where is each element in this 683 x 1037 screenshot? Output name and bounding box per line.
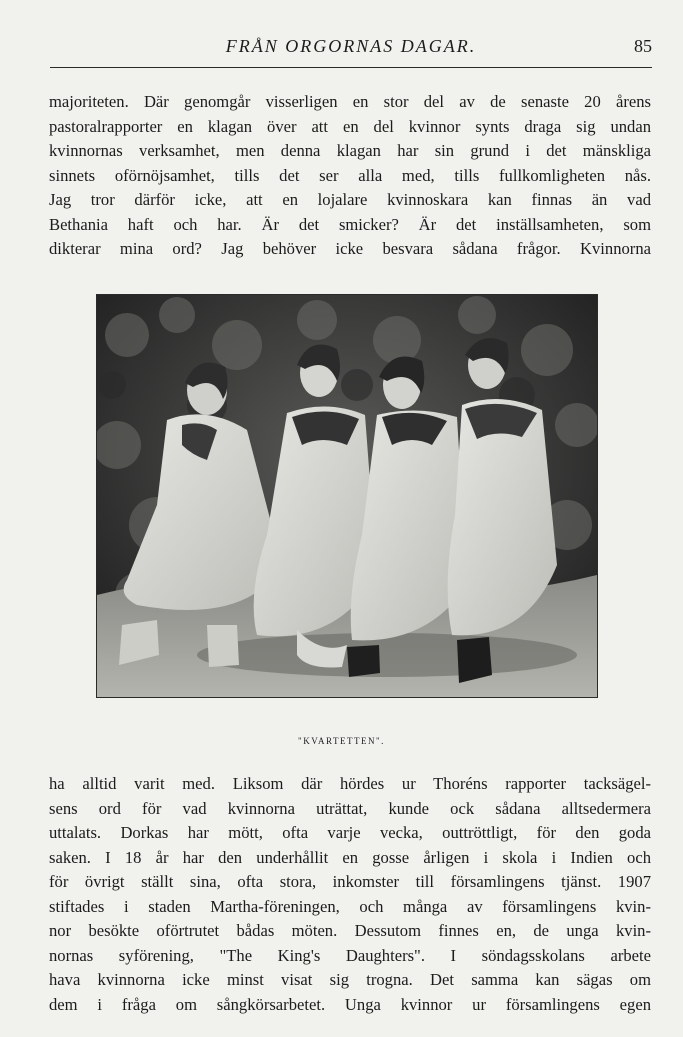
header-rule: [50, 67, 652, 68]
text-line: nor besökte oförtrutet bådas möten. Dessutom finnes en, de unga kvin-: [49, 921, 651, 940]
text-line: för övrigt ställt sina, ofta stora, inkomster till församlingens tjänst. 1907: [49, 872, 651, 891]
text-line: pastoralrapporter en klagan över att en del kvinnor synts draga sig undan: [49, 116, 651, 136]
text-line: stiftades i staden Martha-föreningen, och många av församlingens kvin-: [49, 896, 651, 916]
text-line: hava kvinnorna icke minst visat sig trogna. Det samma kan sägas om: [49, 970, 651, 989]
text-line: uttalats. Dorkas har mött, ofta varje vecka, outtröttligt, för den goda: [49, 823, 651, 842]
running-title: FRÅN ORGORNAS DAGAR.: [225, 36, 477, 56]
text-line: sinnets oförnöjsamhet, tills det ser alla med, tills fullkomligheten nås.: [49, 165, 651, 185]
text-line: majoriteten. Där genomgår visserligen en stor del av de senaste 20 årens: [49, 92, 651, 111]
paragraph-before-photo: [49, 90, 651, 262]
paragraph-after-photo: [49, 772, 651, 1017]
page-number: 85: [634, 36, 652, 56]
text-line: dem i fråga om sångkörsarbetet. Unga kvinnor ur församlingens egen: [49, 994, 651, 1014]
text-line: kvinnornas verksamhet, men denna klagan har sin grund i det mänskliga: [49, 141, 651, 160]
text-line: sens ord för vad kvinnorna uträttat, kunde ock sådana alltsedermera: [49, 798, 651, 818]
text-line: Bethania haft och har. Är det smicker? Är det inställsamheten, som: [49, 214, 651, 234]
text-line: dikterar mina ord? Jag behöver icke besvara sådana frågor. Kvinnorna: [49, 239, 651, 258]
text-line: Jag tror därför icke, att en lojalare kvinnoskara kan finnas än vad: [49, 190, 651, 209]
text-line: saken. I 18 år har den underhållit en gosse årligen i skola i Indien och: [49, 847, 651, 867]
page-header: [50, 36, 652, 62]
text-line: nornas syförening, "The King's Daughters". I söndagsskolans arbete: [49, 945, 651, 965]
photograph-image: [97, 295, 597, 697]
text-line: ha alltid varit med. Liksom där hördes ur Thoréns rapporter tacksägel-: [49, 774, 651, 793]
photograph-quartet: [96, 294, 598, 698]
photo-caption: "KVARTETTEN".: [298, 736, 385, 746]
